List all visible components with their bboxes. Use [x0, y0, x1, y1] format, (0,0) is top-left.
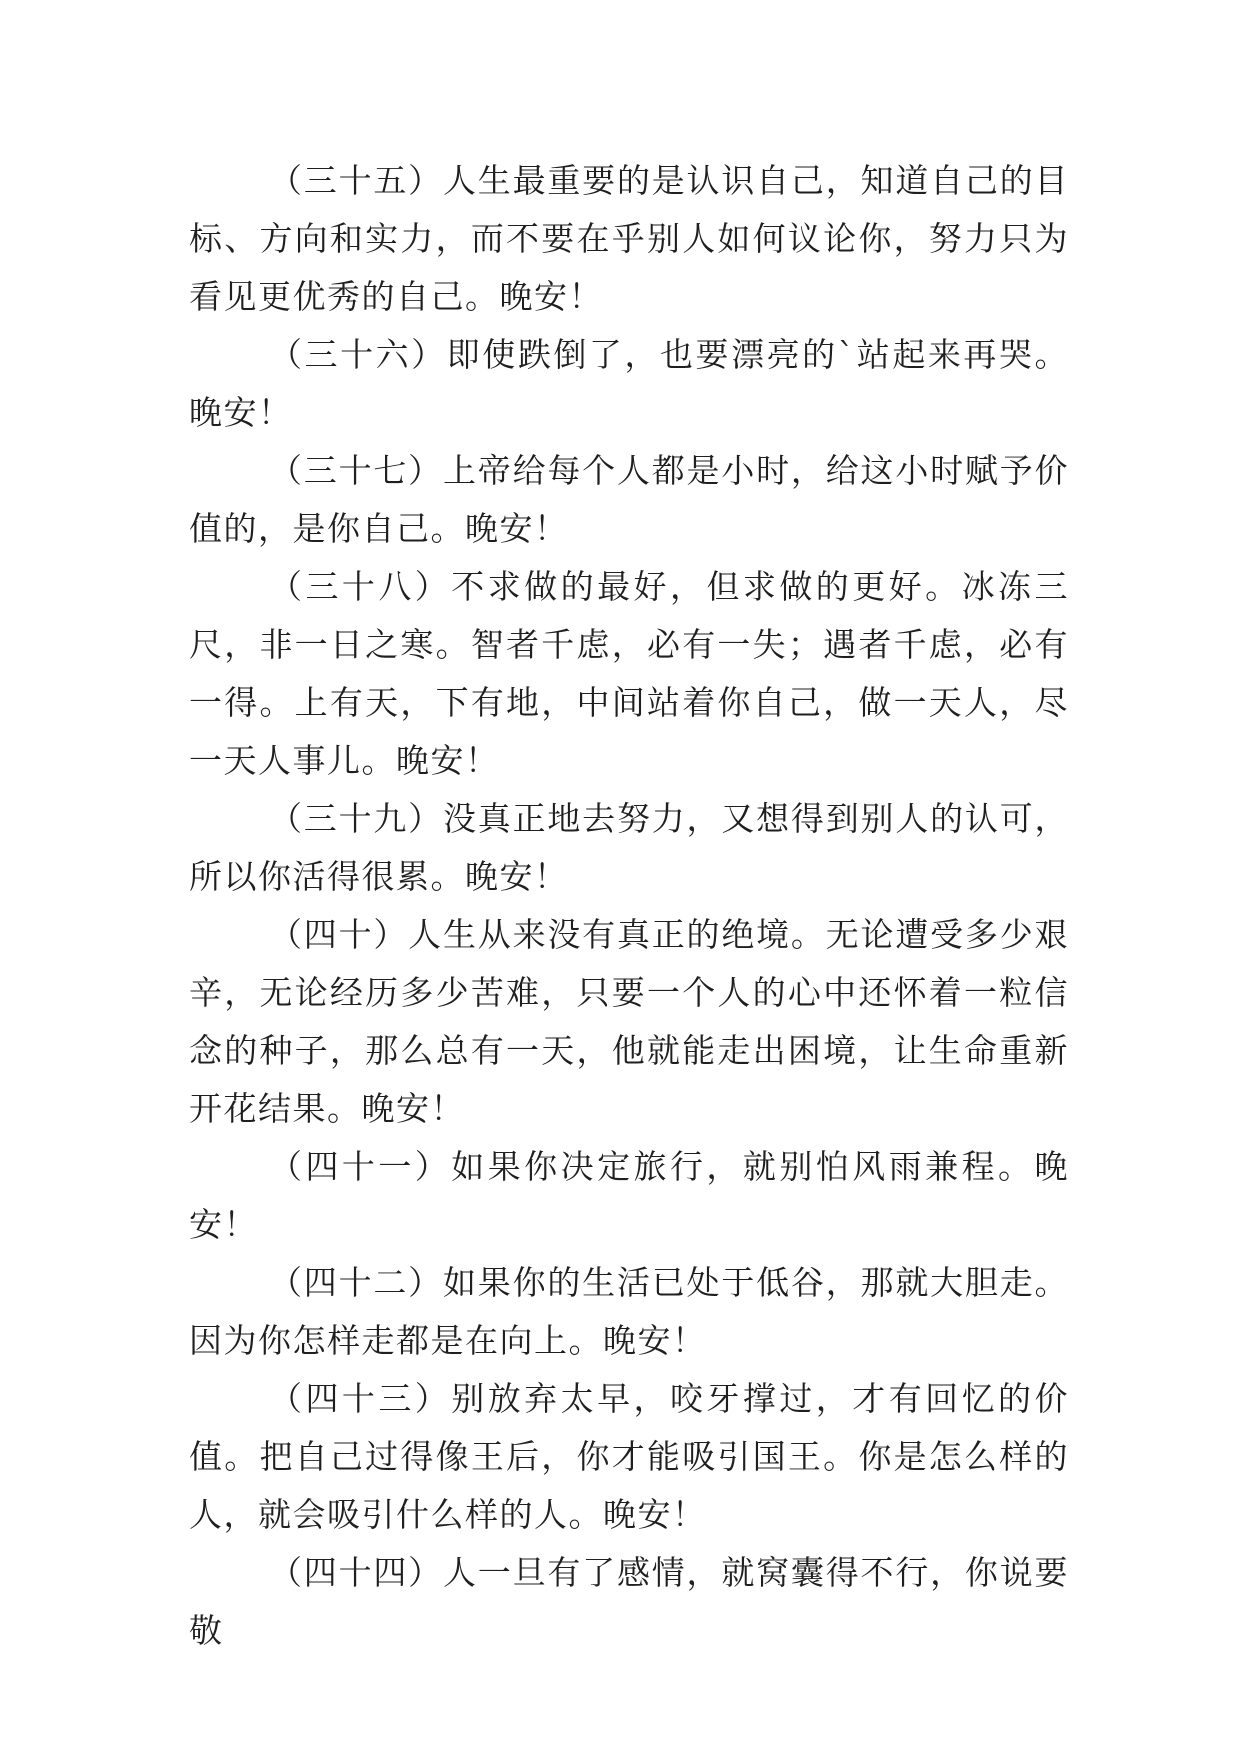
- paragraph-42: （四十二）如果你的生活已处于低谷，那就大胆走。因为你怎样走都是在向上。晚安！: [189, 1263, 1069, 1360]
- paragraph-44: （四十四）人一旦有了感情，就窝囊得不行，你说要敬: [189, 1553, 1069, 1650]
- paragraph-41: （四十一）如果你决定旅行，就别怕风雨兼程。晚安！: [189, 1147, 1069, 1244]
- paragraph-35: （三十五）人生最重要的是认识自己，知道自己的目标、方向和实力，而不要在乎别人如何议论你，努力只为看见更优秀的自己。晚安！: [189, 161, 1069, 316]
- document-body: [189, 152, 1069, 1660]
- paragraph-39: （三十九）没真正地去努力，又想得到别人的认可，所以你活得很累。晚安！: [189, 799, 1069, 896]
- paragraph-40: （四十）人生从来没有真正的绝境。无论遭受多少艰辛，无论经历多少苦难，只要一个人的心中还怀着一粒信念的种子，那么总有一天，他就能走出困境，让生命重新开花结果。晚安！: [189, 915, 1069, 1128]
- paragraph-37: （三十七）上帝给每个人都是小时，给这小时赋予价值的，是你自己。晚安！: [189, 451, 1069, 548]
- paragraph-36: （三十六）即使跌倒了，也要漂亮的`站起来再哭。晚安！: [189, 335, 1069, 432]
- paragraph-43: （四十三）别放弃太早，咬牙撑过，才有回忆的价值。把自己过得像王后，你才能吸引国王。你是怎么样的人，就会吸引什么样的人。晚安！: [189, 1379, 1069, 1534]
- paragraph-38: （三十八）不求做的最好，但求做的更好。冰冻三尺，非一日之寒。智者千虑，必有一失；遇者千虑，必有一得。上有天，下有地，中间站着你自己，做一天人，尽一天人事儿。晚安！: [189, 567, 1069, 780]
